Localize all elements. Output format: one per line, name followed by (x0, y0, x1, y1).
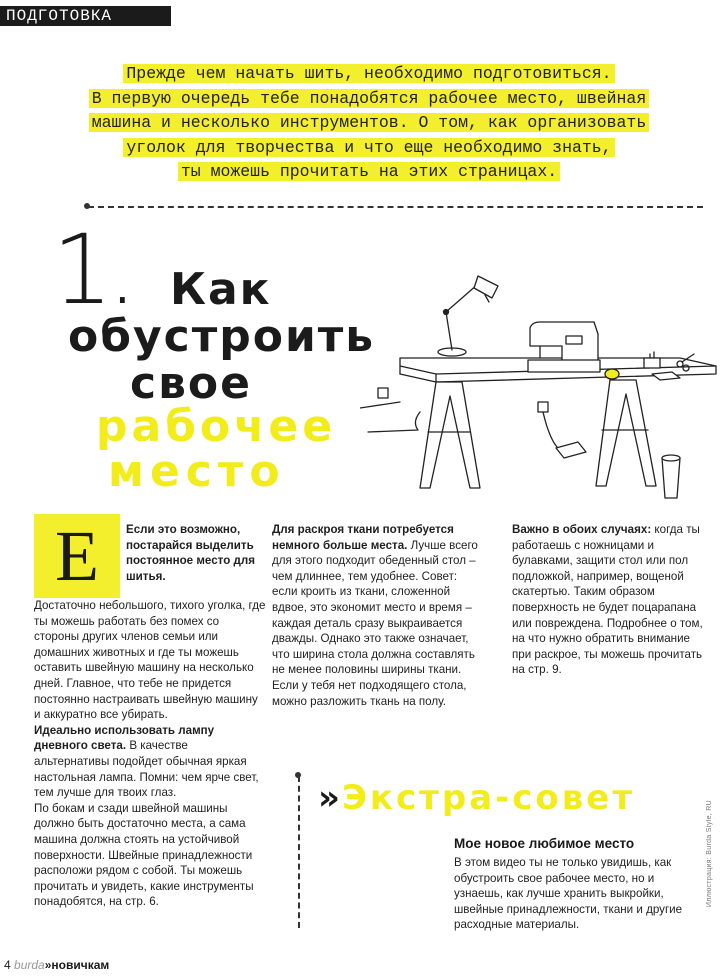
intro-line: Прежде чем начать шить, необходимо подготовиться. (123, 64, 614, 83)
intro-line: машина и несколько инструментов. О том, как организовать (89, 113, 650, 132)
heading-line: Как (170, 264, 272, 315)
intro-line: В первую очередь тебе понадобятся рабочее место, швейная (89, 89, 650, 108)
intro-line: уголок для творчества и что еще необходимо знать, (123, 138, 614, 157)
extra-tip-text: Экстра-совет (341, 778, 636, 818)
brand-name: burda (14, 958, 45, 972)
subhead-bold: Идеально использовать лампу дневного света. (34, 723, 215, 753)
drop-cap-letter: Е (55, 516, 99, 596)
paragraph: Лучше всего для этого подходит обеденный стол – чем длиннее, тем удобнее. Совет: если кроить из ткани, сложенной вдвое, это экономит место и время – каждая деталь сразу выкраивается дважды. Однако это также означает, что ширина стола должна составлять не менее половины ширины ткани. Если у тебя нет подходящего стола, можно разложить ткань на полу. (272, 538, 478, 708)
heading-line-accent: место (108, 446, 286, 497)
footer-section: »новичкам (44, 958, 110, 972)
lead-bold: Для раскроя ткани потребуется немного больше места. (272, 523, 454, 552)
illustration-credit: Иллюстрация: Burda Style, RU (706, 800, 713, 908)
intro-line: ты можешь прочитать на этих страницах. (178, 162, 560, 181)
dashed-divider (88, 206, 703, 208)
column-1-lead (126, 522, 266, 584)
heading-number: 1. (52, 214, 132, 326)
section-tab: ПОДГОТОВКА (0, 6, 171, 26)
paragraph: По бокам и сзади швейной машины должно быть достаточно места, а сама машина должна стоять на устойчивой поверхности. Швейные принадлежности расположи рядом с собой. Ты можешь прочитать и увидеть, какие инструменты понадобятся, на стр. 6. (34, 801, 254, 909)
paragraph: Достаточно небольшого, тихого уголка, где ты можешь работать без помех со стороны других членов семьи или домашних животных и где ты можешь оставить швейную машину на несколько дней. Главное, что тебе не придется постоянно настраивать швейную машину и аккуратно все убирать. (34, 599, 266, 722)
heading-line-accent: рабочее (96, 401, 337, 452)
drop-cap (34, 514, 120, 598)
heading-line: свое (130, 358, 252, 409)
intro-text (34, 62, 704, 185)
paragraph: В качестве альтернативы подойдет обычная яркая настольная лампа. Помни: чем ярче свет, тем лучше для твоих глаз. (34, 739, 259, 800)
column-3 (512, 522, 712, 678)
extra-tip-label (318, 778, 635, 818)
page-number: 4 (4, 958, 11, 972)
column-1-body (34, 598, 266, 910)
heading-line: обустроить (68, 311, 376, 362)
extra-tip-body: В этом видео ты не только увидишь, как обустроить свое рабочее место, но и узнаешь, как лучше хранить выкройки, швейные принадлежности, ткани и другие расходные материалы. (454, 856, 683, 932)
extra-tip-title: Мое новое любимое место (454, 836, 635, 851)
lead-bold: Важно в обоих случаях: (512, 523, 652, 536)
quote-mark: » (318, 778, 336, 818)
workspace-illustration (360, 262, 720, 502)
paragraph: когда ты работаешь с ножницами и булавками, защити стол или пол подложкой, например, вощеной скатертью. Таким образом поверхность не будет поцарапана или повреждена. Подробнее о том, на что нужно обратить внимание при раскрое, ты можешь прочитать на стр. 9. (512, 523, 703, 677)
vertical-dashed-divider (298, 776, 300, 928)
lead-bold: Если это возможно, постарайся выделить постоянное место для шитья. (126, 523, 255, 583)
column-2 (272, 522, 484, 709)
page-footer (4, 958, 109, 972)
